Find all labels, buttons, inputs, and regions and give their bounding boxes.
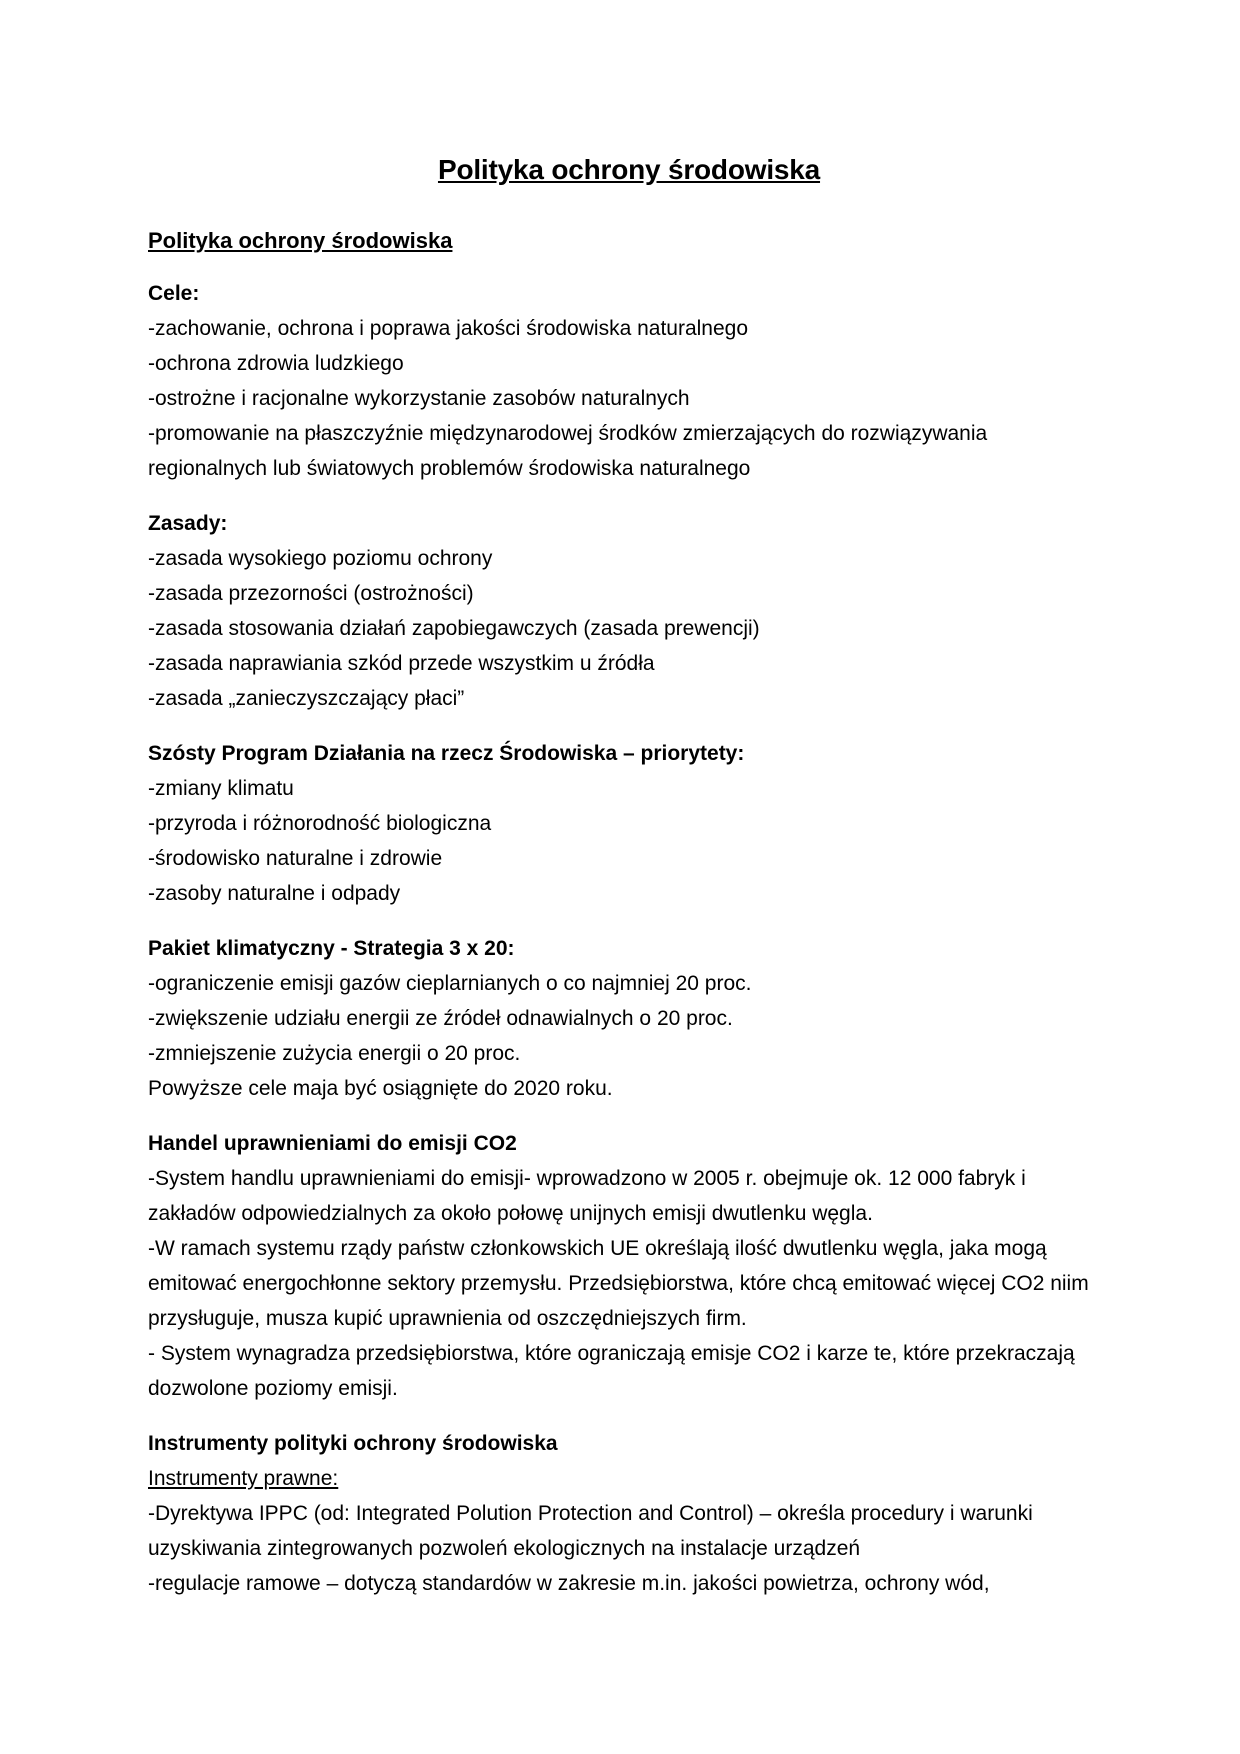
section-subheading: Instrumenty prawne: (148, 1467, 339, 1490)
section-heading: Instrumenty polityki ochrony środowiska (148, 1432, 558, 1455)
section-heading: Szósty Program Działania na rzecz Środowiska – priorytety: (148, 742, 745, 765)
paragraph: -Dyrektywa IPPC (od: Integrated Polution Protection and Control) – określa procedury i warunki uzyskiwania zintegrowanych pozwoleń ekologicznych na instalacje urządzeń (148, 1502, 1033, 1560)
list-item: Powyższe cele maja być osiągnięte do 2020 roku. (148, 1077, 613, 1100)
list-item: -zmiany klimatu (148, 777, 294, 800)
list-item: -promowanie na płaszczyźnie międzynarodowej środków zmierzających do rozwiązywania regionalnych lub światowych problemów środowiska naturalnego (148, 422, 988, 480)
list-item: -zachowanie, ochrona i poprawa jakości środowiska naturalnego (148, 317, 749, 340)
list-item: -ograniczenie emisji gazów cieplarnianych o co najmniej 20 proc. (148, 972, 752, 995)
section-heading: Zasady: (148, 512, 228, 535)
section-pakiet-klimatyczny (148, 931, 1110, 1106)
list-item: -ostrożne i racjonalne wykorzystanie zasobów naturalnych (148, 387, 690, 410)
section-heading: Handel uprawnieniami do emisji CO2 (148, 1132, 517, 1155)
paragraph: - System wynagradza przedsiębiorstwa, które ograniczają emisje CO2 i karze te, które przekraczają dozwolone poziomy emisji. (148, 1342, 1075, 1400)
section-cele (148, 276, 1110, 486)
list-item: -zasada wysokiego poziomu ochrony (148, 547, 493, 570)
document-subtitle: Polityka ochrony środowiska (148, 228, 453, 253)
section-instrumenty (148, 1426, 1110, 1601)
section-heading: Pakiet klimatyczny - Strategia 3 x 20: (148, 937, 515, 960)
section-program-dzialania (148, 736, 1110, 911)
list-item: -zwiększenie udziału energii ze źródeł odnawialnych o 20 proc. (148, 1007, 733, 1030)
paragraph: -W ramach systemu rządy państw członkowskich UE określają ilość dwutlenku węgla, jaka mogą emitować energochłonne sektory przemysłu. Przedsiębiorstwa, które chcą emitować więcej CO2 niim przysługuje, musza kupić uprawnienia od oszczędniejszych firm. (148, 1237, 1089, 1330)
list-item: -przyroda i różnorodność biologiczna (148, 812, 492, 835)
section-zasady (148, 506, 1110, 716)
list-item: -zasada „zanieczyszczający płaci” (148, 687, 465, 710)
list-item: -zasada naprawiania szkód przede wszystkim u źródła (148, 652, 655, 675)
section-handel-emisjami (148, 1126, 1110, 1406)
list-item: -zasoby naturalne i odpady (148, 882, 401, 905)
paragraph: -regulacje ramowe – dotyczą standardów w zakresie m.in. jakości powietrza, ochrony wód, (148, 1572, 990, 1595)
list-item: -ochrona zdrowia ludzkiego (148, 352, 404, 375)
document-title: Polityka ochrony środowiska (437, 154, 821, 185)
list-item: -zasada stosowania działań zapobiegawczych (zasada prewencji) (148, 617, 760, 640)
list-item: -środowisko naturalne i zdrowie (148, 847, 443, 870)
section-heading: Cele: (148, 282, 200, 305)
list-item: -zasada przezorności (ostrożności) (148, 582, 474, 605)
list-item: -zmniejszenie zużycia energii o 20 proc. (148, 1042, 521, 1065)
paragraph: -System handlu uprawnieniami do emisji- wprowadzono w 2005 r. obejmuje ok. 12 000 fabryk i zakładów odpowiedzialnych za około połowę unijnych emisji dwutlenku węgla. (148, 1167, 1026, 1225)
